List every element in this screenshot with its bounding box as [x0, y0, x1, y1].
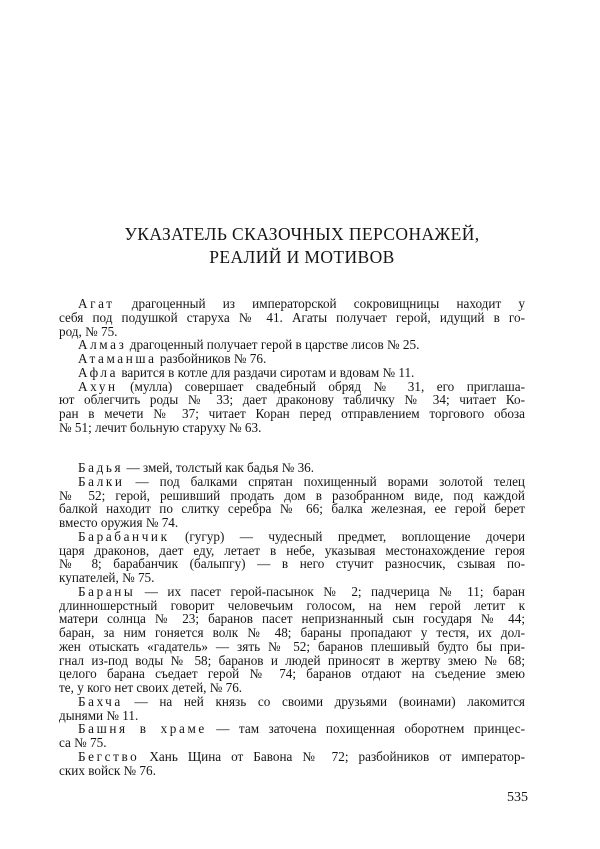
- entry-line: [59, 695, 525, 709]
- index-section-b: [59, 461, 525, 777]
- entry-headword: Ахун: [78, 378, 118, 394]
- entry-line: [59, 722, 525, 736]
- index-entry: [59, 722, 525, 750]
- entry-text: баран, за ним гоняется волк № 48; бараны пропадают у тестя, их дол-: [59, 625, 525, 640]
- entry-line: [59, 366, 525, 380]
- entry-text: варится в котле для раздачи сиротам и вдовам № 11.: [118, 364, 415, 380]
- entry-line: [59, 626, 525, 640]
- entry-headword: Алмаз: [78, 337, 127, 353]
- entry-text: матери солнца № 23; баранов пасет непризнанный сын государя № 44;: [59, 611, 525, 627]
- entry-text: са № 75.: [59, 735, 107, 750]
- entry-line: [59, 530, 525, 544]
- entry-line: [59, 654, 525, 668]
- entry-line: [59, 311, 525, 325]
- page-title-line-1: УКАЗАТЕЛЬ СКАЗОЧНЫХ ПЕРСОНАЖЕЙ,: [124, 224, 480, 244]
- entry-line: [59, 571, 525, 585]
- page-number: 535: [507, 790, 528, 805]
- index-entry: [59, 475, 525, 530]
- entry-line: [59, 380, 525, 394]
- entry-line: [59, 544, 525, 558]
- entry-text: — их пасет герой-пасынок № 2; падчерица № 11; баран: [135, 583, 525, 599]
- entry-text: разбойников № 76.: [156, 351, 267, 366]
- entry-line: [59, 667, 525, 681]
- entry-text: драгоценный из императорской сокровищницы находит у: [114, 296, 525, 311]
- entry-text: царя драконов, дает еду, летает в небе, указывая местонахождение героя: [59, 542, 525, 558]
- index-entry: [59, 695, 525, 723]
- entry-line: [59, 461, 525, 475]
- entry-headword: Бахча: [78, 693, 123, 709]
- entry-text: гнал из-под воды № 58; баранов и людей приносят в жертву змею № 68;: [59, 652, 525, 668]
- entry-line: [59, 612, 525, 626]
- entry-line: [59, 502, 525, 516]
- index-entry: [59, 366, 525, 380]
- entry-headword: Бегство: [78, 748, 140, 764]
- entry-headword: Агат: [78, 296, 115, 311]
- index-entry: [59, 461, 525, 475]
- entry-line: [59, 640, 525, 654]
- entry-text: (гугур) — чудесный предмет, воплощение дочери: [169, 528, 525, 544]
- page-title-line-2: РЕАЛИЙ И МОТИВОВ: [209, 247, 395, 267]
- entry-line: [59, 325, 525, 339]
- entry-text: драгоценный получает герой в царстве лисов № 25.: [126, 337, 420, 353]
- entry-text: № 51; лечит больную старуху № 63.: [59, 419, 262, 435]
- entry-line: [59, 750, 525, 764]
- entry-text: ран в мечети № 37; читает Коран перед отправлением торгового обоза: [59, 406, 525, 421]
- entry-headword: Афла: [78, 364, 119, 380]
- entry-headword: Бадья: [78, 460, 124, 475]
- entry-text: длинношерстный говорит человечьим голосом, на нем герой летит к: [59, 597, 525, 613]
- entry-line: [59, 764, 525, 778]
- entry-text: Хань Щина от Бавона № 72; разбойников от император-: [139, 748, 525, 764]
- entry-headword: Башня в храме: [78, 721, 207, 737]
- entry-text: род, № 75.: [59, 323, 118, 339]
- index-entry: [59, 530, 525, 585]
- entry-line: [59, 557, 525, 571]
- index-entry: [59, 585, 525, 695]
- entry-line: [59, 516, 525, 530]
- entry-text: № 52; герой, решивший продать дом в разобранном виде, под каждой: [59, 487, 525, 503]
- entry-line: [59, 736, 525, 750]
- index-entry: [59, 352, 525, 366]
- entry-text: себя под подушкой старуха № 41. Агаты получает герой, идущий в го-: [59, 309, 525, 325]
- entry-line: [59, 407, 525, 421]
- index-entry: [59, 338, 525, 352]
- index-entry: [59, 750, 525, 778]
- entry-line: [59, 352, 525, 366]
- entry-headword: Балки: [78, 473, 125, 489]
- entry-text: ских войск № 76.: [59, 762, 156, 778]
- entry-text: балкой находит по слитку серебра № 66; балка железная, ее герой берет: [59, 501, 525, 517]
- index-entry: [59, 380, 525, 435]
- entry-headword: Барабанчик: [78, 528, 170, 544]
- entry-line: [59, 297, 525, 311]
- entry-text: ют облегчить роды № 33; дает драконову табличку № 34; читает Ко-: [59, 392, 525, 408]
- entry-line: [59, 421, 525, 435]
- index-entry: [59, 297, 525, 338]
- entry-line: [59, 681, 525, 695]
- entry-text: — там заточена похищенная оборотнем принцес-: [206, 721, 525, 737]
- entry-text: целого барана съедает герой № 74; баранов отдают на съедение змею: [59, 666, 525, 682]
- entry-line: [59, 475, 525, 489]
- entry-line: [59, 585, 525, 599]
- entry-text: жен отыскать «гадатель» — зять № 52; баранов плешивый будто бы при-: [59, 638, 525, 654]
- entry-text: вместо оружия № 74.: [59, 515, 179, 530]
- entry-line: [59, 393, 525, 407]
- index-section-a: [59, 297, 525, 435]
- entry-text: дынями № 11.: [59, 707, 139, 723]
- entry-text: — на ней князь со своими друзьями (воинами) лакомится: [122, 693, 525, 709]
- entry-text: — змей, толстый как бадья № 36.: [123, 460, 315, 475]
- entry-headword: Атаманша: [78, 351, 157, 366]
- entry-line: [59, 709, 525, 723]
- entry-headword: Бараны: [78, 583, 136, 599]
- entry-text: (мулла) совершает свадебный обряд № 31, его приглаша-: [117, 378, 525, 394]
- entry-text: — под балками спрятан похищенный ворами золотой телец: [124, 473, 525, 489]
- entry-line: [59, 599, 525, 613]
- entry-text: № 8; барабанчик (балыпгу) — в него стучит разносчик, сзывая по-: [59, 556, 525, 572]
- entry-text: те, у кого нет своих детей, № 76.: [59, 680, 243, 695]
- entry-line: [59, 489, 525, 503]
- entry-line: [59, 338, 525, 352]
- entry-text: купателей, № 75.: [59, 570, 155, 585]
